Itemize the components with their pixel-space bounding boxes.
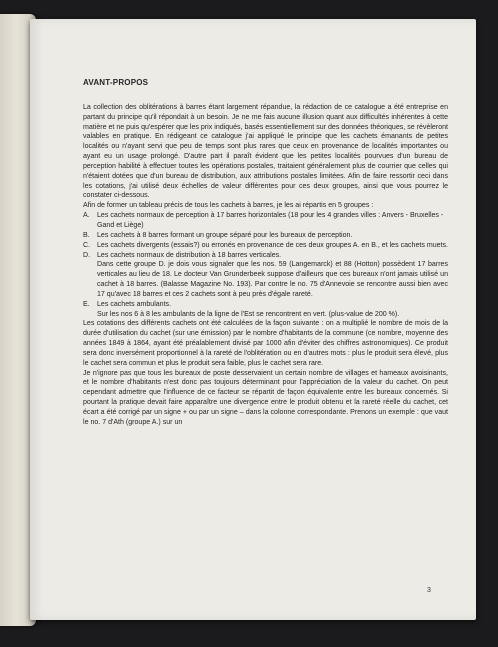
group-text: Les cachets à 8 barres formant un groupe séparé pour les bureaux de perception.: [97, 231, 353, 239]
group-text: Les cachets divergents (essais?) ou erronés en provenance de ces deux groupes A. en B., et les cachets muets.: [97, 241, 448, 249]
page-heading: AVANT-PROPOS: [83, 78, 149, 87]
group-item-c: [83, 241, 448, 251]
group-letter: B.: [83, 231, 90, 239]
group-letter: E.: [83, 300, 90, 308]
group-text: Les cachets ambulants.: [97, 300, 172, 308]
group-letter: C.: [83, 241, 91, 249]
calculation-paragraph: Les cotations des différents cachets ont été calculées de la façon suivante : on a multiplié le nombre de mois de la durée d'utilisation du cachet (sur une émission) par le nombre d'habitants de la commune (ce nombre, moyenne des années 1849 à 1864, ayant été préalablement divisé par 1000 afin d'éviter des chiffres astronomiques). Ce produit sera donc inversément proportionnel à la rareté de l'oblitération ou en d'autres mots : plus le produit sera élevé, plus le cachet sera commun et plus le produit sera faible, plus le cachet sera rare.: [83, 320, 448, 367]
group-d-detail: Dans cette groupe D. je dois vous signaler que les nos. 59 (Langemarck) et 88 (Hotton) possèdent 17 barres verticales au lieu de 18. Le docteur Van Grunderbeek suppose d'ailleurs que ces bureaux n'ont jamais utilisé un cachet à 18 barres. (Balasse Magazine No. 193). Par contre le no. 75 d'Annevoie se rencontre aussi bien avec 17 qu'avec 18 barres et ces 2 cachets sont à peu près d'égale rareté.: [97, 261, 448, 298]
group-letter: A.: [83, 212, 90, 220]
group-text: Les cachets normaux de distribution à 18 barres verticales.: [97, 251, 282, 259]
group-item-a: [83, 211, 448, 231]
page-number: 3: [427, 587, 431, 594]
page-content: [83, 78, 448, 428]
group-text: Les cachets normaux de perception à 17 barres horizontales (18 pour les 4 grandes villes : Anvers - Bruxelles - Gand et Liège): [97, 212, 444, 229]
groups-intro-paragraph: Afin de former un tableau précis de tous les cachets à barres, je les ai répartis en 5 groupes :: [83, 202, 374, 210]
intro-paragraph: La collection des oblitérations à barres étant largement répandue, la rédaction de ce catalogue a été entreprise en partant du principe qu'il répondait à un besoin. Je ne me fais aucune illusion quant aux difficultés inhérentes à cette matière et ne puis qu'espérer que les prix indiqués, basés essentiellement sur des données théoriques, se révèleront valables en pratique. En rédigeant ce catalogue j'ai appliqué le principe que les cachets émanants de petites localités ou n'ayant servi que peu de temps sont plus rares que ceux en provenance de localités importantes ou ayant eu un usage prolongé. D'autre part il paraît évident que les petites localités pourvues d'un bureau de perception habilité à effectuer toutes les opérations postales, traitaient généralement plus de courrier que celles qui n'étaient dotées que d'un bureau de distribution, aux attributions postales limitées. Afin de faire ressortir ceci dans les cotations, j'ai utilisé deux échelles de valeur différentes pour ces deux groupes, ainsi que vous pourrez le constater ci-dessous.: [83, 103, 448, 200]
group-e-detail: Sur les nos 6 à 8 les ambulants de la ligne de l'Est se rencontrent en vert. (plus-value de 200 %).: [97, 310, 400, 318]
group-item-b: [83, 231, 448, 241]
group-item-d: [83, 251, 448, 261]
group-letter: D.: [83, 251, 91, 259]
bureaus-paragraph: Je n'ignore pas que tous les bureaux de poste desservaient un certain nombre de villages et hameaux avoisinants, et le nombre d'habitants n'est donc pas toujours déterminant pour l'appréciation de la valeur du cachet. On peut cependant admettre que l'influence de ce facteur se répartit de façon équivalente entre les bureaux concernés. Si pourtant la pratique devait faire apparaître une divergence entre le produit obtenu et la rareté réelle du cachet, cet écart a été corrigé par un signe + ou par un signe – dans la colonne correspondante. Prenons un exemple : que vaut le no. 7 d'Ath (groupe A.) sur un: [83, 369, 448, 426]
document-page: [30, 19, 476, 620]
group-item-e: [83, 300, 448, 310]
